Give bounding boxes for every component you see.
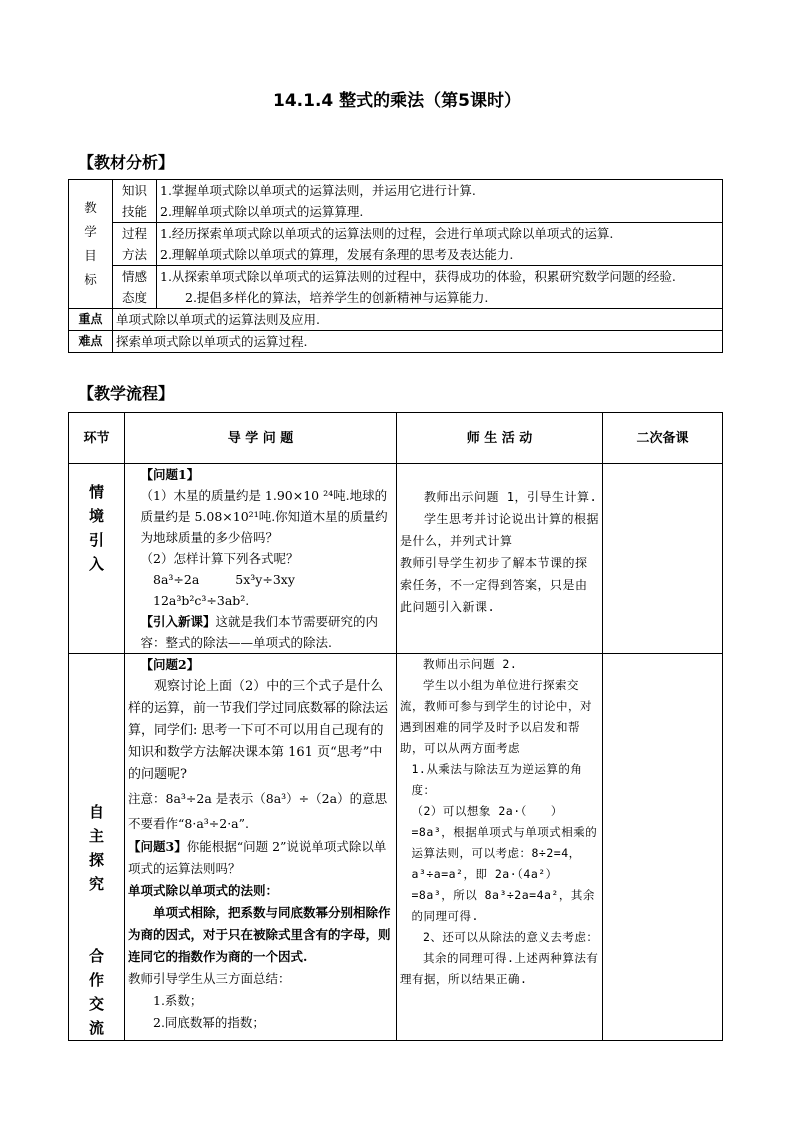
header-questions: 导 学 问 题 xyxy=(125,413,397,464)
header-activities: 师 生 活 动 xyxy=(397,413,603,464)
rule-title: 单项式除以单项式的法则： xyxy=(128,883,279,898)
stage-char: 主 xyxy=(88,827,104,845)
question-2-cell xyxy=(125,654,397,1041)
sub-label: 方法 xyxy=(113,244,157,266)
goal-line: 1.从探索单项式除以单项式的运算法则的过程中，获得成功的体验，积累研究数学问题的经验. xyxy=(157,266,723,288)
analysis-table xyxy=(68,179,723,353)
sub-label: 技能 xyxy=(113,201,157,223)
second-prep-cell xyxy=(603,654,723,1041)
stage-char: 自 xyxy=(88,803,104,821)
rule-text: 单项式相除，把系数与同底数幂分别相除作为商的因式，对于只在被除式里含有的字母，则连同它的指数作为商的一个因式. xyxy=(128,905,391,964)
question-1-part2: （2）怎样计算下列各式呢？ xyxy=(140,551,299,566)
stage-char: 情 xyxy=(88,483,104,501)
activity-text: （2）可以想象 2a·（ ）=8a³，根据单项式与单项式相乘的运算法则，可以考虑：8÷2=4，a³÷a=a²，即 2a·（4a²）=8a³，所以 8a³÷2a=4a²，其余的同理可得. xyxy=(411,804,598,923)
stage-explore xyxy=(69,654,125,1041)
intro-text: 这就是我们本节需要研究的内容：整式的除法——单项式的除法. xyxy=(140,614,379,650)
activity-1-cell xyxy=(397,464,603,654)
stage-intro xyxy=(69,464,125,654)
goal-label xyxy=(69,180,113,309)
goal-line: 1.掌握单项式除以单项式的运算法则，并运用它进行计算. xyxy=(157,180,723,202)
sub-label: 知识 xyxy=(113,180,157,202)
stage-char: 探 xyxy=(88,851,104,869)
goal-char: 学 xyxy=(84,224,97,239)
summary-item: 1.系数； xyxy=(153,993,203,1008)
goal-line: 2.理解单项式除以单项式的运算算理. xyxy=(157,201,723,223)
header-second-prep: 二次备课 xyxy=(603,413,723,464)
second-prep-cell xyxy=(603,464,723,654)
activity-text: 2、还可以从除法的意义去考虑： xyxy=(423,930,599,944)
goal-line: 2.理解单项式除以单项式的算理，发展有条理的思考及表达能力. xyxy=(157,244,723,266)
expression: 5x³y÷3xy xyxy=(235,572,295,587)
goal-line: 1.经历探索单项式除以单项式的运算法则的过程，会进行单项式除以单项式的运算. xyxy=(157,223,723,245)
sub-label: 情感 xyxy=(113,266,157,288)
activity-text: 教师出示问题 1，引导生计算. xyxy=(424,490,598,504)
stage-char: 入 xyxy=(88,555,104,573)
sub-label: 过程 xyxy=(113,223,157,245)
flow-table xyxy=(68,412,723,1041)
key-point-text: 单项式除以单项式的运算法则及应用. xyxy=(113,309,723,331)
question-2-text: 观察讨论上面（2）中的三个式子是什么样的运算，前一节我们学过同底数幂的除法运算，同学们: 思考一下可不可以用自己现有的知识和数学方法解决课本第 161 页“思考”中的问题呢? xyxy=(128,679,389,782)
question-1-tag: 【问题1】 xyxy=(140,467,200,482)
activity-text: 其余的同理可得.上述两种算法有理有据，所以结果正确. xyxy=(400,951,599,986)
page-title: 14.1.4 整式的乘法（第5课时） xyxy=(273,91,521,111)
sub-label: 态度 xyxy=(113,287,157,309)
goal-line: 2.提倡多样化的算法，培养学生的创新精神与运算能力. xyxy=(157,287,723,309)
stage-char: 流 xyxy=(88,1019,104,1037)
stage-char: 引 xyxy=(88,531,104,549)
key-point-label: 重点 xyxy=(69,309,113,331)
summary-text: 教师引导学生从三方面总结： xyxy=(128,971,291,986)
stage-char: 交 xyxy=(88,995,104,1013)
activity-text: 教师引导学生初步了解本节课的探索任务，不一定得到答案，只是由此问题引入新课. xyxy=(400,556,588,614)
goal-char: 目 xyxy=(84,248,97,263)
expression: 12a³b²c³÷3ab². xyxy=(153,593,250,608)
activity-text: 教师出示问题 2. xyxy=(423,657,518,671)
stage-char: 究 xyxy=(88,875,104,893)
activity-text: 1.从乘法与除法互为逆运算的角度： xyxy=(411,762,583,797)
question-2-note: 注意：8a³÷2a 是表示（8a³）÷（2a）的意思不要看作“8·a³÷2·a”. xyxy=(128,791,388,831)
activity-text: 学生思考并讨论说出计算的根据是什么，并列式计算 xyxy=(400,512,600,548)
section-heading-flow: 【教学流程】 xyxy=(78,384,175,403)
activity-2-cell xyxy=(397,654,603,1041)
intro-tag: 【引入新课】 xyxy=(140,614,216,629)
summary-item: 2.同底数幂的指数； xyxy=(153,1015,265,1030)
stage-char: 合 xyxy=(88,947,104,965)
difficulty-text: 探索单项式除以单项式的运算过程. xyxy=(113,331,723,353)
question-3-tag: 【问题3】 xyxy=(128,839,187,854)
question-3 xyxy=(128,836,393,880)
question-2-tag: 【问题2】 xyxy=(140,657,200,672)
expression: 8a³÷2a xyxy=(153,572,200,587)
expressions-row xyxy=(128,569,393,590)
question-1-cell xyxy=(125,464,397,654)
stage-char: 境 xyxy=(88,507,104,525)
intro-new-lesson xyxy=(128,611,393,653)
header-stage: 环节 xyxy=(69,413,125,464)
goal-char: 教 xyxy=(84,200,97,215)
question-1-text: （1）木星的质量约是 1.90×10 ²⁴吨.地球的质量约是 5.08×10²¹吨.你知道木星的质量约为地球质量的多少倍吗？ xyxy=(140,488,388,545)
activity-text: 学生以小组为单位进行探索交流，教师可参与到学生的讨论中，对遇到困难的同学及时予以启发和帮助，可以从两方面考虑 xyxy=(400,678,592,755)
goal-char: 标 xyxy=(84,272,97,287)
section-heading-analysis: 【教材分析】 xyxy=(78,153,175,172)
question-3-text: 你能根据“问题 2”说说单项式除以单项式的运算法则吗？ xyxy=(128,839,387,876)
stage-char: 作 xyxy=(88,971,104,989)
difficulty-label: 难点 xyxy=(69,331,113,353)
